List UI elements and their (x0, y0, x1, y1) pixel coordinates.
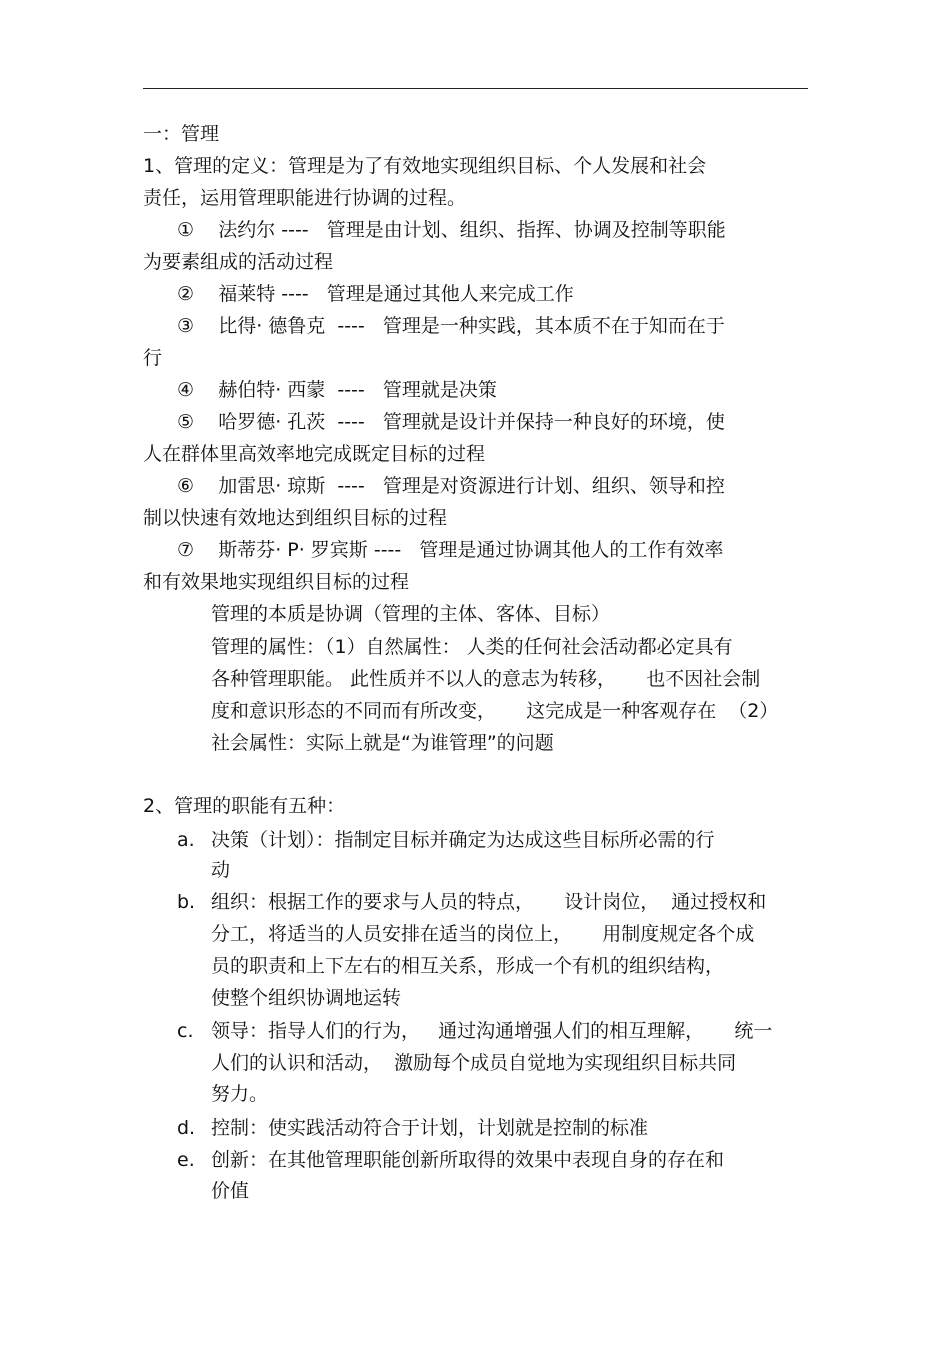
functions-title: 2、管理的职能有五种： (143, 795, 346, 817)
definition-line-1: 1、管理的定义：管理是为了有效地实现组织目标、个人发展和社会 (143, 155, 707, 177)
quote-drucker-cont: 行 (143, 347, 163, 369)
quote-fayol-cont: 为要素组成的活动过程 (143, 251, 334, 273)
function-e-line-2: 价值 (211, 1180, 250, 1202)
quote-koontz-cont: 人在群体里高效率地完成既定目标的过程 (143, 443, 486, 465)
section-heading: 一：管理 (143, 123, 220, 145)
function-b-line-4: 使整个组织协调地运转 (211, 987, 402, 1009)
function-a-line-1: 决策（计划）：指制定目标并确定为达成这些目标所必需的行 (211, 829, 715, 851)
attributes-line-4: 社会属性：实际上就是“为谁管理”的问题 (211, 732, 554, 754)
definition-line-2: 责任，运用管理职能进行协调的过程。 (143, 187, 467, 209)
quote-jones: ⑥ 加雷思· 琼斯 ---- 管理是对资源进行计划、组织、领导和控 (177, 475, 725, 497)
quote-follett: ② 福莱特 ---- 管理是通过其他人来完成工作 (177, 283, 574, 305)
function-c-line-1: 领导：指导人们的行为， 通过沟通增强人们的相互理解， 统一 (211, 1020, 773, 1042)
function-b-line-2: 分工，将适当的人员安排在适当的岗位上， 用制度规定各个成 (211, 923, 755, 945)
attributes-line-2: 各种管理职能。 此性质并不以人的意志为转移， 也不因社会制 (211, 668, 761, 690)
function-c-line-2: 人们的认识和活动， 激励每个成员自觉地为实现组织目标共同 (211, 1052, 737, 1074)
quote-simon: ④ 赫伯特· 西蒙 ---- 管理就是决策 (177, 379, 497, 401)
quote-jones-cont: 制以快速有效地达到组织目标的过程 (143, 507, 448, 529)
essence-text: 管理的本质是协调（管理的主体、客体、目标） (211, 603, 611, 625)
quote-drucker: ③ 比得· 德鲁克 ---- 管理是一种实践，其本质不在于知而在于 (177, 315, 725, 337)
quote-robbins: ⑦ 斯蒂芬· P· 罗宾斯 ---- 管理是通过协调其他人的工作有效率 (177, 539, 724, 561)
function-e-line-1: 创新：在其他管理职能创新所取得的效果中表现自身的存在和 (211, 1149, 725, 1171)
attributes-line-1: 管理的属性：（1）自然属性： 人类的任何社会活动都必定具有 (211, 636, 733, 658)
function-marker-c: c. (177, 1020, 194, 1042)
function-marker-d: d. (177, 1117, 196, 1139)
function-a-line-2: 动 (211, 859, 231, 881)
attributes-line-3: 度和意识形态的不同而有所改变， 这完成是一种客观存在 （2） (211, 700, 779, 722)
function-b-line-1: 组织：根据工作的要求与人员的特点， 设计岗位， 通过授权和 (211, 891, 767, 913)
function-marker-b: b. (177, 891, 196, 913)
function-marker-e: e. (177, 1149, 195, 1171)
function-d-line-1: 控制：使实践活动符合于计划，计划就是控制的标准 (211, 1117, 649, 1139)
function-marker-a: a. (177, 829, 195, 851)
function-c-line-3: 努力。 (211, 1083, 269, 1105)
quote-robbins-cont: 和有效果地实现组织目标的过程 (143, 571, 410, 593)
quote-koontz: ⑤ 哈罗德· 孔茨 ---- 管理就是设计并保持一种良好的环境，使 (177, 411, 725, 433)
quote-fayol: ① 法约尔 ---- 管理是由计划、组织、指挥、协调及控制等职能 (177, 219, 726, 241)
function-b-line-3: 员的职责和上下左右的相互关系，形成一个有机的组织结构， (211, 955, 725, 977)
header-rule (143, 88, 808, 89)
